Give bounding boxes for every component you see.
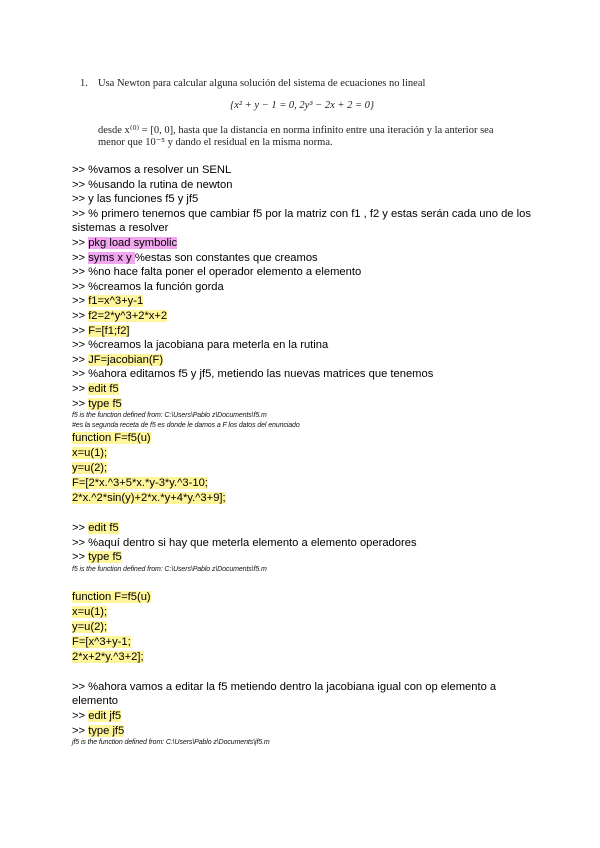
code-text: function F=f5(u) [72,590,151,603]
session-line [72,724,542,739]
code-text: function F=f5(u) [72,432,151,445]
output-line: f5 is the function defined from: C:\Users\Pablo z\Documents\f5.m [72,412,267,420]
command-highlight: type f5 [88,397,122,410]
session-line [72,521,542,536]
session-line: >> %no hace falta poner el operador elemento a elemento [72,266,362,279]
code-line [72,620,542,635]
output-line: #es la segunda receta de f5 es donde le damos a F los datos del enunciado [72,422,300,430]
code-line [72,635,542,650]
prompt: >> [72,724,89,737]
comment: %estas son constantes que creamos [134,251,318,264]
code-line [72,605,542,620]
session-line [72,294,542,309]
code-line [72,461,542,476]
code-line [72,431,542,446]
code-line [72,650,542,665]
command-highlight: edit jf5 [88,710,122,723]
code-text: y=u(2); [72,462,108,475]
command-highlight: type f5 [88,551,122,564]
session-line [72,236,542,251]
code-line [72,590,542,605]
command-highlight: edit f5 [88,382,119,395]
code-text: x=u(1); [72,605,108,618]
session-line: >> %usando la rutina de newton [72,178,233,191]
session-line: >> %aquí dentro si hay que meterla elemento a elemento operadores [72,536,417,549]
command-highlight: syms x y [88,251,135,264]
prompt: >> [72,295,89,308]
spacer [72,506,542,521]
session-line: >> % primero tenemos que cambiar f5 por la matriz con f1 , f2 y estas serán cada uno de los sistemas a resolver [72,207,531,235]
session-line [72,550,542,565]
prompt: >> [72,251,89,264]
command-highlight: f2=2*y^3+2*x+2 [88,309,168,322]
code-line [72,491,542,506]
command-highlight: JF=jacobian(F) [88,353,164,366]
code-line [72,446,542,461]
code-line [72,476,542,491]
code-text: y=u(2); [72,620,108,633]
problem-condition-line2: menor que 10⁻⁵ y dando el residual en la misma norma. [98,137,333,148]
session-line: >> y las funciones f5 y jf5 [72,193,199,206]
code-text: 2*x.^2*sin(y)+2*x.*y+4*y.^3+9]; [72,492,226,505]
session-line [72,251,542,266]
prompt: >> [72,710,89,723]
session-line [72,397,542,412]
prompt: >> [72,522,89,535]
problem-number: 1. [80,78,88,89]
command-highlight: F=[f1;f2] [88,324,130,337]
session-line [72,709,542,724]
problem-condition-line1: desde x⁽⁰⁾ = [0, 0], hasta que la distancia en norma infinito entre una iteración y la anterior sea [98,125,494,136]
command-highlight: edit f5 [88,522,119,535]
output-line: jf5 is the function defined from: C:\Users\Pablo z\Documents\jf5.m [72,739,270,747]
code-text: x=u(1); [72,447,108,460]
spacer [72,575,542,590]
session-line [72,382,542,397]
session-line [72,324,542,339]
output-line: f5 is the function defined from: C:\Users\Pablo z\Documents\f5.m [72,565,267,573]
session-line: >> %creamos la jacobiana para meterla en la rutina [72,339,329,352]
session-line: >> %creamos la función gorda [72,280,224,293]
prompt: >> [72,382,89,395]
prompt: >> [72,324,89,337]
session-line: >> %ahora editamos f5 y jf5, metiendo las nuevas matrices que tenemos [72,368,434,381]
problem-text: Usa Newton para calcular alguna solución del sistema de ecuaciones no lineal [98,78,426,89]
session-line [72,353,542,368]
code-text: F=[x^3+y-1; [72,635,131,648]
prompt: >> [72,397,89,410]
session-line: >> %ahora vamos a editar la f5 metiendo dentro la jacobiana igual con op elemento a elemento [72,680,497,708]
session-line [72,309,542,324]
command-highlight: type jf5 [88,724,125,737]
equation-system: {x² + y − 1 = 0, 2y³ − 2x + 2 = 0} [230,100,375,111]
code-text: 2*x+2*y.^3+2]; [72,650,144,663]
prompt: >> [72,309,89,322]
spacer [72,665,542,680]
command-highlight: f1=x^3+y-1 [88,295,144,308]
code-text: F=[2*x.^3+5*x.*y-3*y.^3-10; [72,477,208,490]
prompt: >> [72,551,89,564]
octave-session [72,163,542,748]
command-highlight: pkg load symbolic [88,236,178,249]
prompt: >> [72,236,89,249]
prompt: >> [72,353,89,366]
session-line: >> %vamos a resolver un SENL [72,164,232,176]
